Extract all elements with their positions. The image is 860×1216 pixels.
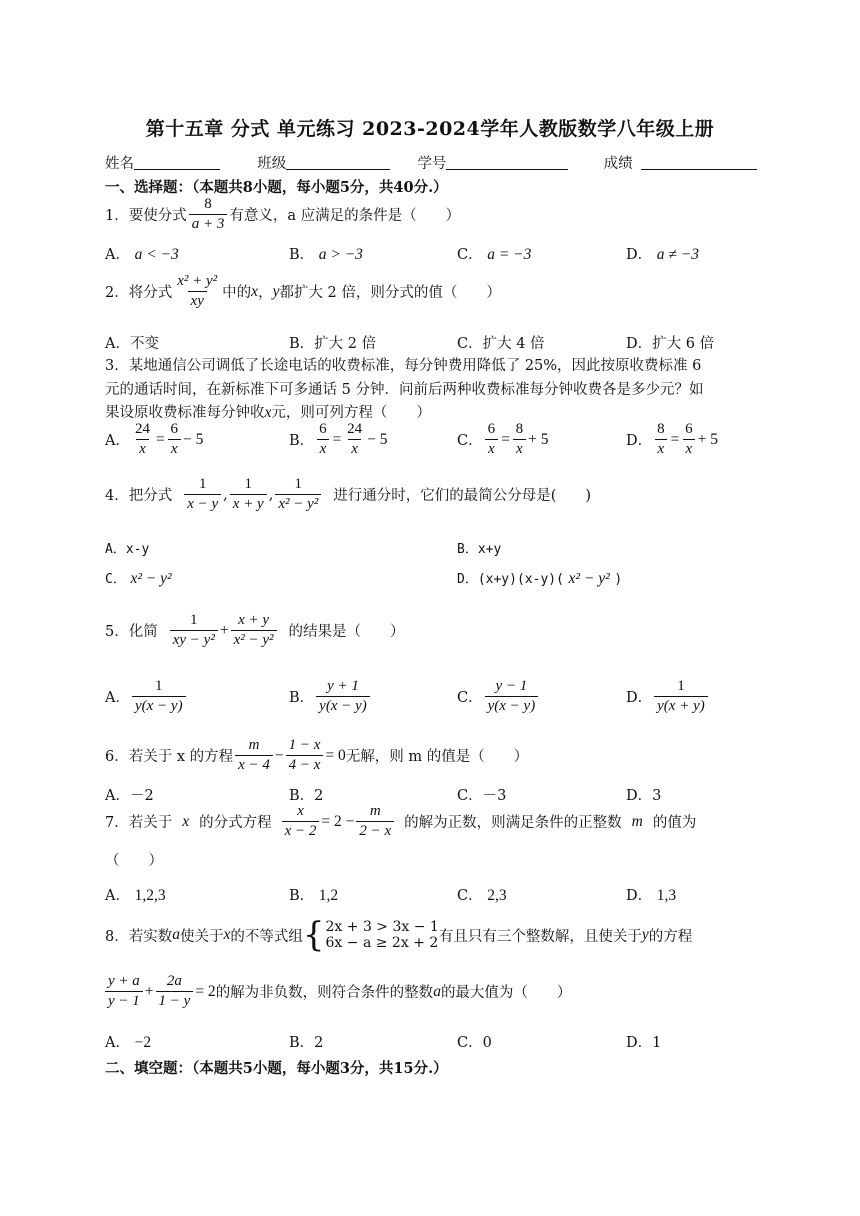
q4-option-a[interactable]: A．x-y — [105, 542, 150, 557]
id-label: 学号 — [417, 156, 447, 172]
q7-option-c[interactable]: C． 2,3 — [457, 887, 507, 904]
page-title: 第十五章 分式 单元练习 2023-2024学年人教版数学八年级上册 — [145, 118, 715, 140]
q2-text-end: 都扩大 2 倍，则分式的值（ ） — [279, 285, 501, 302]
info-line — [105, 152, 757, 173]
q2-fraction: $\frac{\text{x² + y²}}{xy}$ — [177, 273, 218, 310]
q4-option-b[interactable]: B．x+y — [457, 542, 502, 557]
q6-option-b[interactable]: B．2 — [289, 788, 324, 804]
q5-option-b[interactable]: B． $\frac{y + 1}{y(x - y)}$ — [289, 678, 372, 716]
q7-option-b[interactable]: B． 1,2 — [289, 887, 339, 904]
q3-line-3: 果设原收费标准每分钟收x元，则可列方程（ ） — [105, 404, 431, 421]
section-heading-choice: 一、选择题：（本题共8小题，每小题5分，共40分.） — [105, 179, 448, 196]
q3-option-b[interactable]: B． $\frac{6}{x}$ = $\frac{24}{x}$ − 5 — [289, 421, 388, 458]
q1-option-d[interactable]: D． a ≠ −3 — [626, 246, 699, 263]
name-field[interactable] — [134, 154, 220, 170]
q3-line-2: 元的通话时间，在新标准下可多通话 5 分钟．问前后两种收费标准每分钟收费各是多少元？如 — [105, 382, 704, 398]
q2-option-c[interactable]: C．扩大 4 倍 — [457, 336, 545, 352]
question-5: 5．化简 $\frac{1}{\text{xy − y²}}$ + $\frac{x + y}{\text{x² − y²}}$ 的结果是（ ） — [105, 612, 405, 649]
name-label: 姓名 — [105, 156, 134, 172]
q1-option-a[interactable]: A． a < −3 — [105, 246, 179, 263]
section-heading-fill: 二、填空题：（本题共5小题，每小题3分，共15分.） — [105, 1060, 448, 1077]
q7-line-2: （ ） — [105, 853, 163, 869]
q6-option-c[interactable]: C．－3 — [457, 788, 507, 804]
q8-line-2: $\frac{y + a}{y - 1}$ + $\frac{2a}{1 - y}$ = 2 的解为非负数，则符合条件的整数 a 的最大值为（ ） — [105, 973, 571, 1011]
q1-text-end: 有意义，a 应满足的条件是（ ） — [229, 208, 461, 225]
q1-fraction: $\frac{8}{a + 3}$ — [189, 196, 228, 234]
question-4: 4．把分式 $\frac{1}{x - y}$ , $\frac{1}{x + y}$ , $\frac{1}{\text{x² − y²}}$ 进行通分时，它们的最简公分母是( ) — [105, 476, 592, 513]
class-field[interactable] — [286, 154, 390, 170]
q7-option-d[interactable]: D． 1,3 — [626, 887, 677, 904]
q2-option-d[interactable]: D．扩大 6 倍 — [626, 336, 715, 352]
q1-option-c[interactable]: C． a = −3 — [457, 246, 532, 263]
q3-line-1: 3．某地通信公司调低了长途电话的收费标准，每分钟费用降低了 25%，因此按原收费标准 6 — [105, 358, 702, 374]
q8-option-d[interactable]: D．1 — [626, 1035, 662, 1051]
q6-option-d[interactable]: D．3 — [626, 788, 662, 804]
q8-option-b[interactable]: B．2 — [289, 1035, 324, 1051]
q5-option-a[interactable]: A． $\frac{1}{y(x - y)}$ — [105, 678, 188, 716]
q2-option-a[interactable]: A．不变 — [105, 336, 159, 352]
q4-option-d[interactable]: D．(x+y)(x-y)( x² − y² ) — [457, 570, 623, 587]
q2-option-b[interactable]: B．扩大 2 倍 — [289, 336, 377, 352]
question-2: 2．将分式 $\frac{\text{x² + y²}}{xy}$ 中的 x ， y 都扩大 2 倍，则分式的值（ ） — [105, 273, 501, 310]
q3-option-c[interactable]: C． $\frac{6}{x}$ = $\frac{8}{x}$ + 5 — [457, 421, 549, 458]
question-7: 7．若关于 x 的分式方程 $\frac{x}{x - 2}$ = 2 − $\frac{m}{2 - x}$ 的解为正数，则满足条件的正整数 m 的值为 — [105, 803, 697, 840]
q5-option-d[interactable]: D． $\frac{1}{y(x + y)}$ — [626, 678, 710, 716]
question-1 — [105, 196, 460, 234]
q7-option-a[interactable]: A． 1,2,3 — [105, 887, 166, 904]
q8-inequality-system: { 2x + 3 > 3x − 1 6x − a ≥ 2x + 2 — [302, 915, 439, 955]
q8-option-c[interactable]: C．0 — [457, 1035, 492, 1051]
q1-text: 1．要使分式 — [105, 208, 187, 225]
q6-option-a[interactable]: A．－2 — [105, 788, 154, 804]
question-6: 6．若关于 x 的方程 $\frac{m}{x - 4}$ − $\frac{1 - x}{4 - x}$ = 0 无解，则 m 的值是（ ） — [105, 737, 529, 774]
q3-option-a[interactable]: A． $\frac{24}{x}$ = $\frac{6}{x}$ − 5 — [105, 421, 204, 458]
q2-text: 2．将分式 — [105, 285, 173, 302]
q4-option-c[interactable]: C． x² − y² — [105, 570, 172, 587]
q1-option-b[interactable]: B． a > −3 — [289, 246, 363, 263]
score-label: 成绩 — [603, 156, 633, 172]
score-field[interactable] — [641, 154, 757, 170]
q5-option-c[interactable]: C． $\frac{y - 1}{y(x - y)}$ — [457, 678, 540, 716]
q3-option-d[interactable]: D． $\frac{8}{x}$ = $\frac{6}{x}$ + 5 — [626, 421, 718, 458]
question-8: 8．若实数 a 使关于 x 的不等式组 { 2x + 3 > 3x − 1 6x − a ≥ 2x + 2 有且只有三个整数解，且使关于 y 的方程 — [105, 915, 693, 955]
class-label: 班级 — [257, 156, 287, 172]
q8-option-a[interactable]: A． −2 — [105, 1034, 152, 1051]
id-field[interactable] — [446, 154, 568, 170]
